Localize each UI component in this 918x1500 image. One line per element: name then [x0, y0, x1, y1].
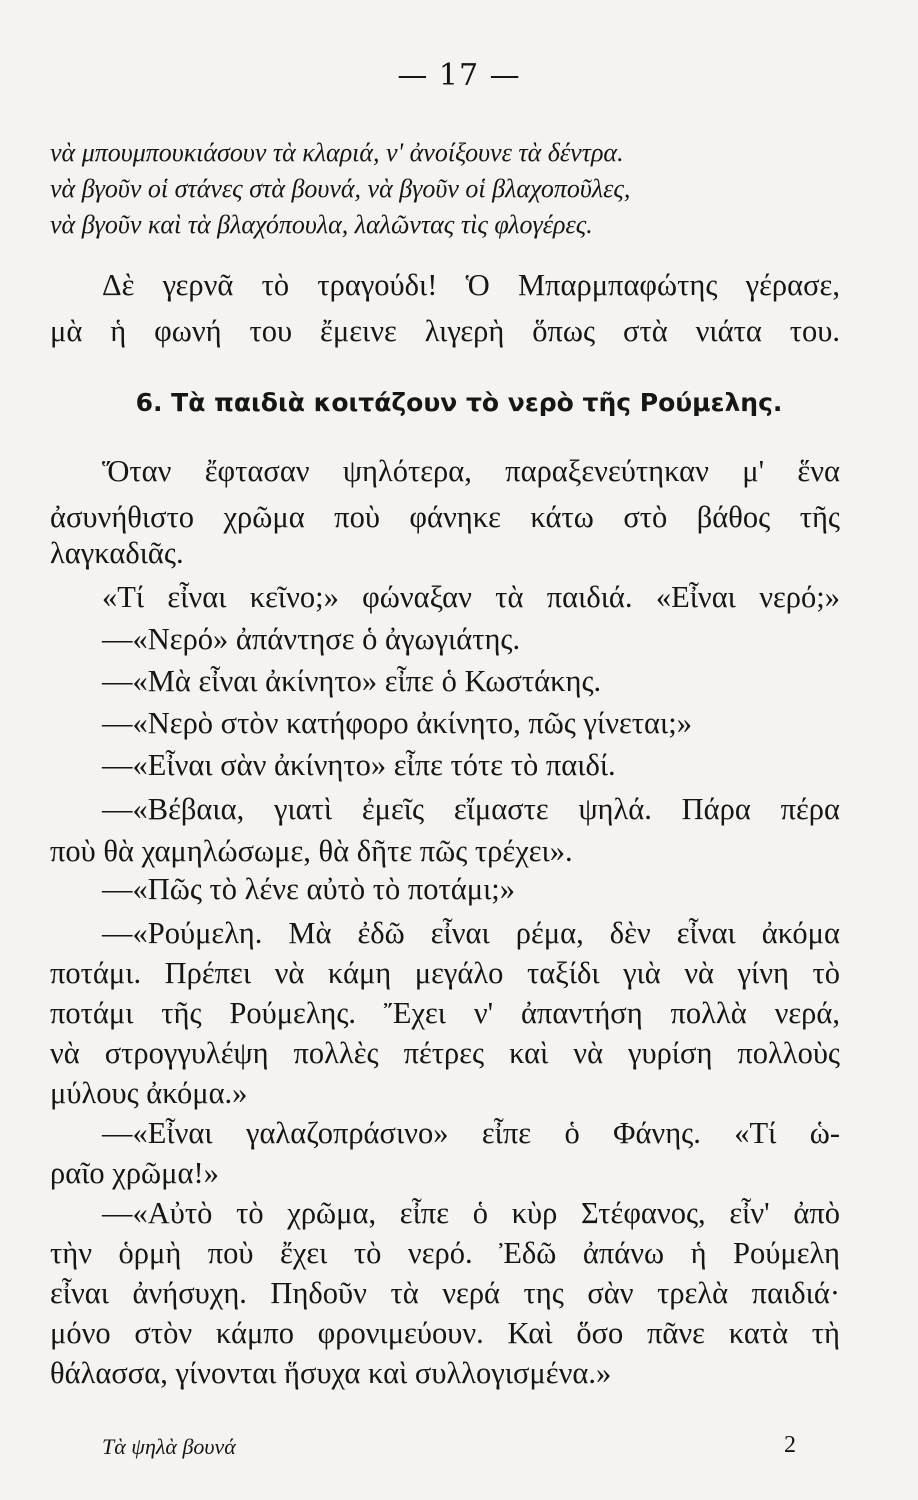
- verse-line: νὰ μπουμπουκιάσουν τὰ κλαριά, ν' ἀνοίξουνε τὰ δέντρα.: [50, 138, 624, 167]
- paragraph-line: μὰ ἡ φωνή του ἔμεινε λιγερὴ ὅπως στὰ νιάτα του.: [50, 314, 840, 348]
- section-heading: 6. Τὰ παιδιὰ κοιτάζουν τὸ νερὸ τῆς Ρούμελης.: [135, 388, 783, 417]
- dialogue-line: νὰ στρογγυλέψη πολλὲς πέτρες καὶ νὰ γυρίση πολλοὺς: [50, 1036, 840, 1070]
- paragraph-line: ἀσυνήθιστο χρῶμα ποὺ φάνηκε κάτω στὸ βάθος τῆς: [50, 500, 840, 534]
- paragraph-line: «Τί εἶναι κεῖνο;» φώναξαν τὰ παιδιά. «Εἶναι νερό;»: [102, 580, 840, 614]
- dialogue-line: θάλασσα, γίνονται ἥσυχα καὶ συλλογισμένα.»: [50, 1356, 612, 1390]
- dialogue-line: —«Ρούμελη. Μὰ ἐδῶ εἶναι ρέμα, δὲν εἶναι ἀκόμα: [102, 916, 840, 950]
- dialogue-line: μύλους ἀκόμα.»: [50, 1076, 248, 1110]
- dialogue-line: —«Βέβαια, γιατὶ ἐμεῖς εἴμαστε ψηλά. Πάρα πέρα: [102, 792, 840, 826]
- dialogue-line: —«Εἶναι γαλαζοπράσινο» εἶπε ὁ Φάνης. «Τί ὡ-: [102, 1116, 840, 1150]
- verse-line: νὰ βγοῦν καὶ τὰ βλαχόπουλα, λαλῶντας τὶς φλογέρες.: [50, 210, 593, 239]
- dialogue-line: ραῖο χρῶμα!»: [50, 1156, 219, 1190]
- dialogue-line: μόνο στὸν κάμπο φρονιμεύουν. Καὶ ὅσο πᾶνε κατὰ τὴ: [50, 1316, 840, 1350]
- dialogue-line: —«Εἶναι σὰν ἀκίνητο» εἶπε τότε τὸ παιδί.: [102, 748, 616, 782]
- dialogue-line: ποτάμι. Πρέπει νὰ κάμη μεγάλο ταξίδι γιὰ νὰ γίνη τὸ: [50, 956, 840, 990]
- dialogue-line: —«Πῶς τὸ λένε αὐτὸ τὸ ποτάμι;»: [102, 872, 516, 906]
- paragraph-line: Ὅταν ἔφτασαν ψηλότερα, παραξενεύτηκαν μ' ἕνα: [102, 454, 840, 488]
- paragraph-line: Δὲ γερνᾶ τὸ τραγούδι! Ὁ Μπαρμπαφώτης γέρασε,: [102, 268, 840, 302]
- dialogue-line: ποτάμι τῆς Ρούμελης. Ἔχει ν' ἀπαντήση πολλὰ νερά,: [50, 996, 840, 1030]
- signature-mark: 2: [784, 1432, 796, 1458]
- paragraph-line: λαγκαδιᾶς.: [50, 536, 184, 570]
- dialogue-line: εἶναι ἀνήσυχη. Πηδοῦν τὰ νερά της σὰν τρελὰ παιδιά·: [50, 1276, 840, 1310]
- page-number: — 17 —: [397, 58, 521, 93]
- dialogue-line: —«Νερὸ στὸν κατήφορο ἀκίνητο, πῶς γίνεται;»: [102, 706, 692, 740]
- dialogue-line: τὴν ὁρμὴ ποὺ ἔχει τὸ νερό. Ἐδῶ ἀπάνω ἡ Ρούμελη: [50, 1236, 840, 1270]
- verse-line: νὰ βγοῦν οἱ στάνες στὰ βουνά, νὰ βγοῦν οἱ βλαχοποῦλες,: [50, 174, 631, 203]
- dialogue-line: ποὺ θὰ χαμηλώσωμε, θὰ δῆτε πῶς τρέχει».: [50, 834, 573, 868]
- dialogue-line: —«Αὐτὸ τὸ χρῶμα, εἶπε ὁ κὺρ Στέφανος, εἶν' ἀπὸ: [102, 1196, 840, 1230]
- dialogue-line: —«Μὰ εἶναι ἀκίνητο» εἶπε ὁ Κωστάκης.: [102, 664, 602, 698]
- dialogue-line: —«Νερό» ἀπάντησε ὁ ἀγωγιάτης.: [102, 622, 521, 656]
- running-title: Τὰ ψηλὰ βουνά: [102, 1434, 236, 1459]
